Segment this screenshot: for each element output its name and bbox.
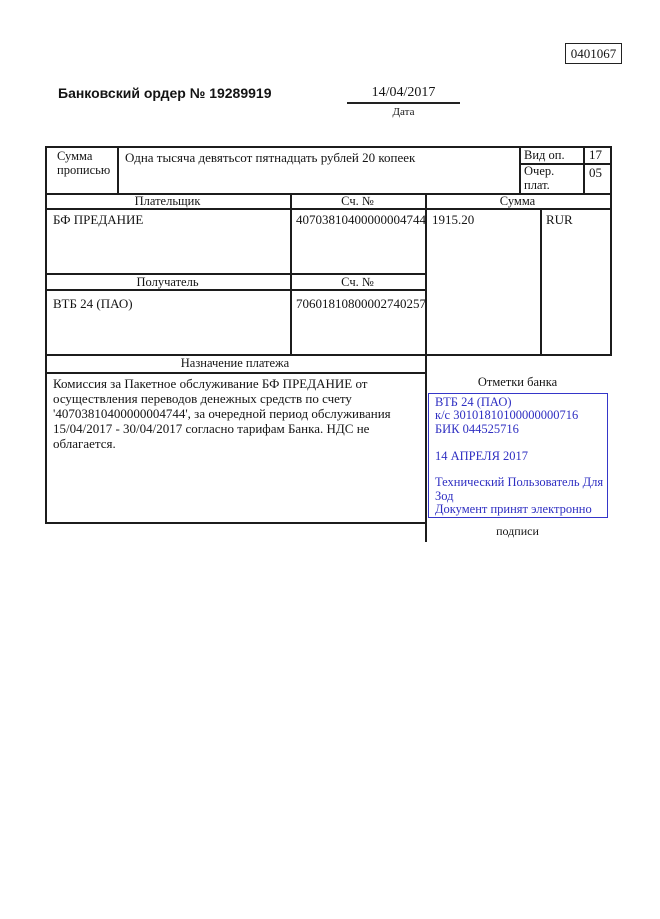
vid-op-value: 17: [589, 147, 602, 162]
stamp-date: 14 АПРЕЛЯ 2017: [435, 448, 529, 463]
table-line: [45, 372, 427, 374]
form-code: 0401067: [570, 46, 617, 61]
table-line: [45, 522, 427, 524]
stamp-accepted-note: Документ принят электронно: [435, 502, 592, 517]
recipient-account-header: Сч. №: [341, 275, 374, 289]
stamp-bik: БИК 044525716: [435, 421, 519, 436]
payer-account-header: Сч. №: [341, 194, 374, 208]
amount-in-words: Одна тысяча девятьсот пятнадцать рублей 20 копеек: [125, 150, 416, 165]
date-underline: [347, 102, 460, 104]
table-line: [610, 146, 612, 354]
table-line: [540, 208, 542, 354]
table-line: [425, 193, 427, 542]
stamp-blank-line: [435, 436, 607, 449]
ocher-plat-value: 05: [589, 165, 602, 180]
bank-stamp: [428, 393, 608, 518]
date-value: 14/04/2017: [371, 85, 436, 100]
form-code-box: [565, 43, 622, 64]
table-line: [583, 146, 585, 193]
table-line: [290, 193, 292, 354]
table-line: [117, 146, 119, 193]
recipient-header: Получатель: [136, 275, 199, 289]
vid-op-label: Вид оп.: [524, 148, 565, 162]
purpose-header: Назначение платежа: [180, 356, 290, 370]
payment-amount: 1915.20: [432, 212, 475, 227]
date-label: Дата: [392, 106, 415, 118]
stamp-blank-line: [435, 463, 607, 476]
payer-header: Плательщик: [134, 194, 201, 208]
bank-marks-header: Отметки банка: [477, 375, 558, 389]
recipient-account: 70601810800002740257: [296, 296, 426, 311]
stamp-operator: Технический Пользователь Для Зод: [435, 475, 604, 503]
table-line: [45, 289, 427, 291]
signatures-label: подписи: [496, 524, 539, 538]
sum-in-words-label: Сумма прописью: [57, 149, 111, 177]
table-line: [519, 146, 521, 193]
payer-name: БФ ПРЕДАНИЕ: [53, 212, 144, 227]
stamp-bank-name: ВТБ 24 (ПАО): [435, 395, 512, 409]
document-title: Банковский ордер № 19289919: [58, 85, 272, 101]
recipient-name: ВТБ 24 (ПАО): [53, 296, 133, 311]
table-line: [45, 208, 612, 210]
sum-header: Сумма: [499, 194, 536, 208]
ocher-plat-label: Очер. плат.: [524, 164, 555, 192]
purpose-text: Комиссия за Пакетное обслуживание БФ ПРЕДАНИЕ от осуществления переводов денежных средств по счету '40703810400000004744', за очередной период обслуживания 15/04/2017 - 30/04/2017 согласно тарифам Банка. НДС не облагается.: [53, 376, 391, 451]
currency-code: RUR: [546, 212, 573, 227]
payer-account: 40703810400000004744: [296, 212, 426, 227]
stamp-corr-account: к/с 30101810100000000716: [435, 408, 579, 423]
